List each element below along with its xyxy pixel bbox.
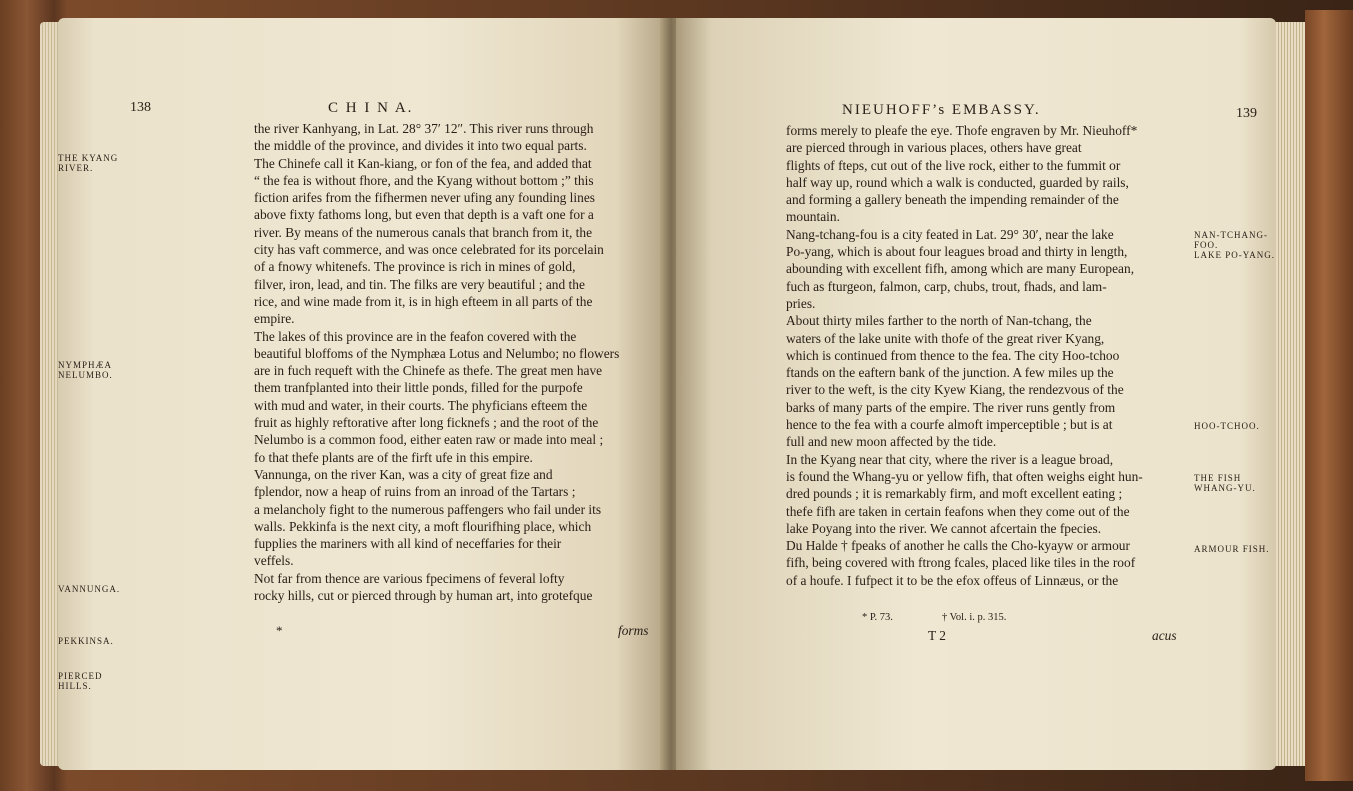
margin-note-pekkinsa: PEKKINSA.	[58, 636, 114, 646]
footnote-2: † Vol. i. p. 315.	[942, 612, 1007, 623]
footnote-1: * P. 73.	[862, 612, 893, 623]
right-running-head: NIEUHOFF’s EMBASSY.	[842, 102, 1041, 118]
margin-note-pierced-hills: PIERCED HILLS.	[58, 671, 103, 691]
left-page	[58, 18, 664, 770]
margin-note-whang-yu: THE FISH WHANG-YU.	[1194, 473, 1256, 493]
margin-note-vannunga: VANNUNGA.	[58, 584, 121, 594]
left-body-text: the river Kanhyang, in Lat. 28° 37′ 12″. This river runs through the middle of the province, and divides it into two equal parts. The Chinefe call it Kan-kiang, or fon of the fea, and added that “ the fea is without fhore, and the Kyang without bottom ;” this fiction arifes from the fifhermen never ufing any founding lines above fixty fathoms long, but even that depth is a vaft one for a river. By means of the numerous canals that branch from it, the city has vaft commerce, and was once celebrated for its porcelain of a fnowy whitenefs. The province is rich in mines of gold, filver, iron, lead, and tin. The filks are very beautiful ; and the rice, and wine made from it, is in high efteem in all parts of the empire. The lakes of this province are in the feafon covered with the beautiful bloffoms of the Nymphæa Lotus and Nelumbo; no flowers are in fuch requeft with the Chinefe as thefe. The great men have them tranfplanted into their little ponds, filled for the purpofe with mud and water, in their courts. The phyficians efteem the fruit as highly reftorative after long ficknefs ; and the root of the Nelumbo is a common food, either eaten raw or made into meal ; fo that thefe plants are of the firft ufe in this empire. Vannunga, on the river Kan, was a city of great fize and fplendor, now a heap of ruins from an inroad of the Tartars ; a melancholy fight to the numerous paffengers who fail under its walls. Pekkinfa is the next city, a moft flourifhing place, which fupplies the mariners with all kind of neceffaries for their veffels. Not far from thence are various fpecimens of feveral lofty rocky hills, cut or pierced through by human art, into grotefque	[254, 121, 620, 604]
right-catchword: acus	[1152, 628, 1177, 643]
right-page-edges	[1270, 22, 1310, 766]
margin-note-hoo-tchoo: HOO-TCHOO.	[1194, 421, 1260, 431]
margin-note-nymphaea: NYMPHÆA NELUMBO.	[58, 360, 113, 380]
margin-note-nan-tchang: NAN-TCHANG- FOO. LAKE PO-YANG.	[1194, 230, 1275, 260]
right-page-number: 139	[1236, 106, 1257, 121]
signature-mark: T 2	[928, 628, 946, 643]
left-page-number: 138	[130, 100, 151, 115]
left-footnote-mark: *	[276, 623, 283, 638]
margin-note-kyang-river: THE KYANG RIVER.	[58, 153, 119, 173]
margin-note-armour-fish: ARMOUR FISH.	[1194, 544, 1270, 554]
left-running-head: C H I N A.	[328, 100, 414, 116]
left-page-edges	[40, 22, 60, 766]
right-body-text: forms merely to pleafe the eye. Thofe engraven by Mr. Nieuhoff* are pierced through in various places, others have great flights of fteps, cut out of the live rock, either to the fummit or half way up, round which a walk is conducted, guarded by rails, and forming a gallery beneath the impending remainder of the mountain. Nang-tchang-fou is a city feated in Lat. 29° 30′, near the lake Po-yang, which is about four leagues broad and thirty in length, abounding with excellent fifh, among which are many European, fuch as fturgeon, falmon, carp, chubs, trout, fhads, and lam- pries. About thirty miles farther to the north of Nan-tchang, the waters of the lake unite with thofe of the great river Kyang, which is continued from thence to the fea. The city Hoo-tchoo ftands on the eaftern bank of the junction. A few miles up the river to the weft, is the city Kyew Kiang, the rendezvous of the barks of many parts of the empire. The river runs gently from hence to the fea with a courfe almoft imperceptible ; but is at full and new moon affected by the tide. In the Kyang near that city, where the river is a league broad, is found the Whang-yu or yellow fifh, that often weighs eight hun- dred pounds ; it is remarkably firm, and moft excellent eating ; thefe fifh are taken in certain feafons when they come out of the lake Poyang into the river. We cannot afcertain the fpecies. Du Halde † fpeaks of another he calls the Cho-kyayw or armour fifh, being covered with ftrong fcales, placed like tiles in the roof of a houfe. I fufpect it to be the efox offeus of Linnæus, or the	[786, 123, 1143, 588]
right-cover	[1305, 10, 1353, 781]
right-page	[676, 18, 1276, 770]
left-catchword: forms	[618, 623, 649, 638]
